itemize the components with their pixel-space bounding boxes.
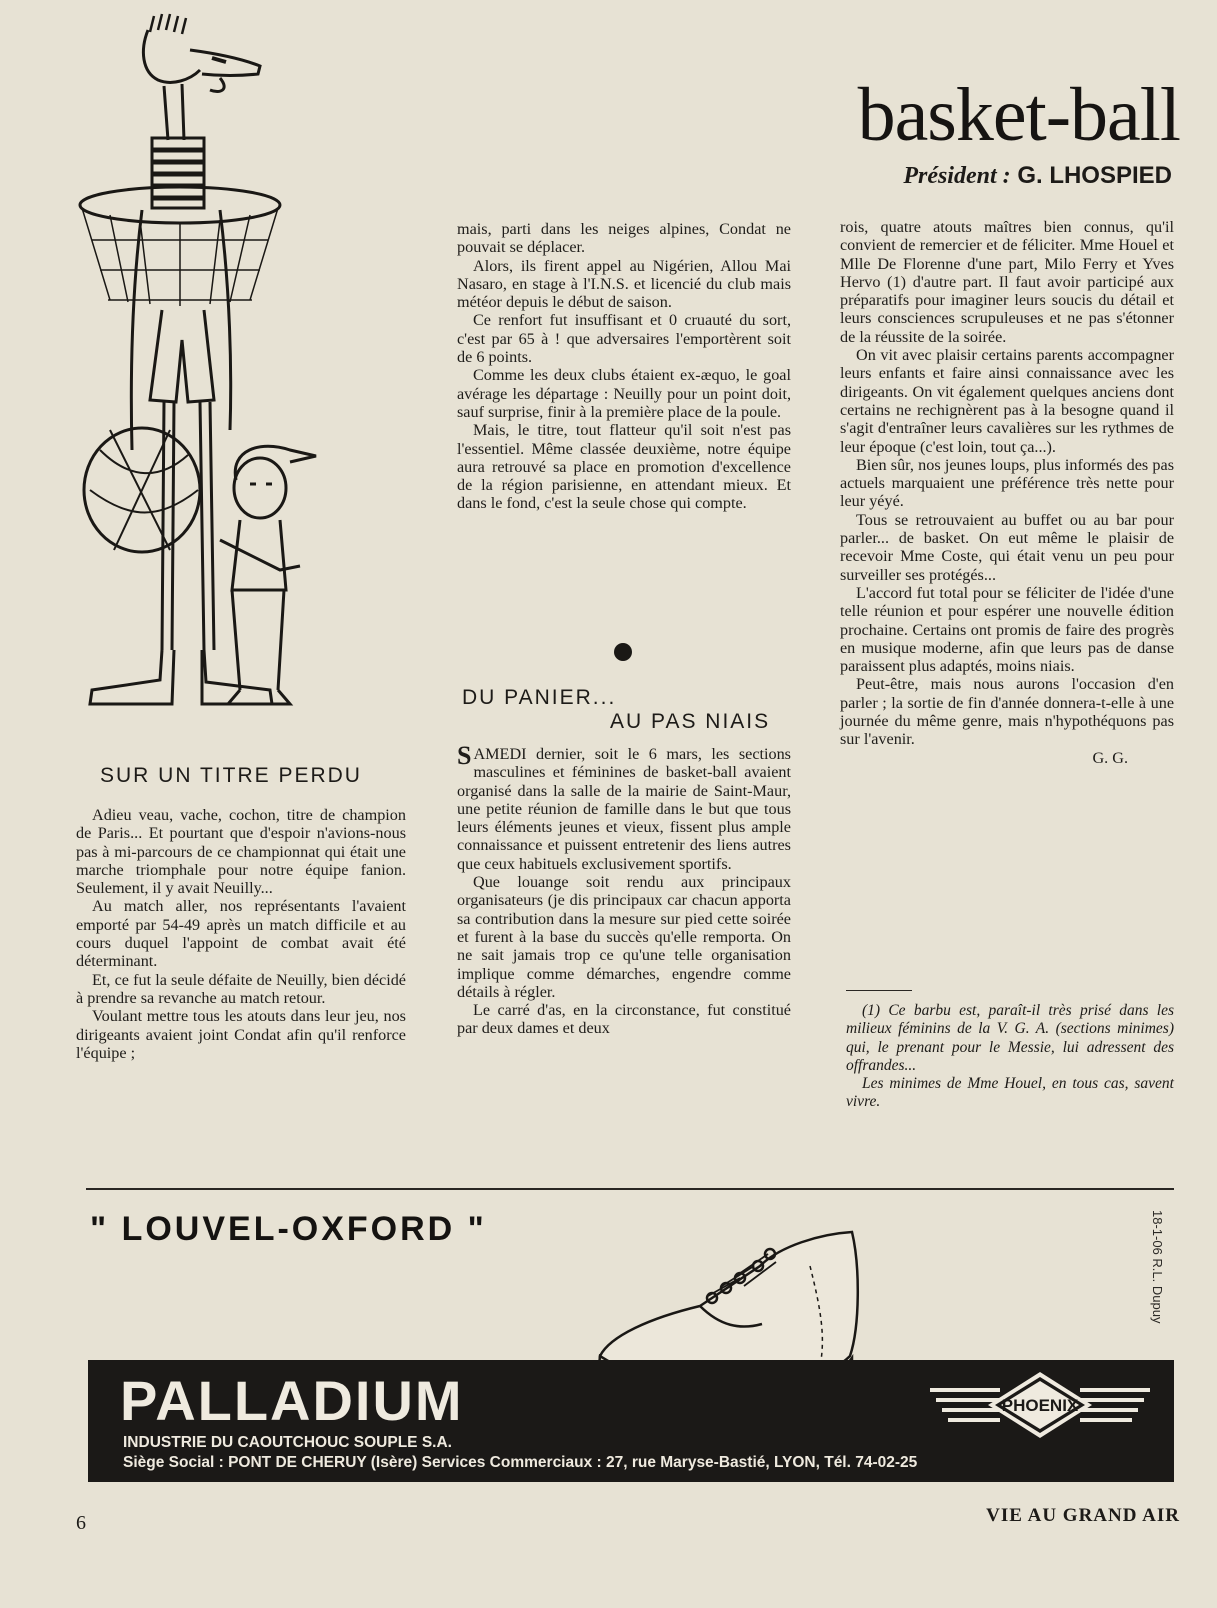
advert-line1: INDUSTRIE DU CAOUTCHOUC SOUPLE S.A.: [123, 1434, 452, 1451]
magazine-name: VIE AU GRAND AIR: [986, 1505, 1180, 1526]
paragraph: Au match aller, nos représentants l'avaient emporté par 54-49 après un match difficile et au cours duquel l'appoint de combat avait été déterminant.: [76, 897, 406, 971]
footnote-divider: [846, 990, 912, 991]
drop-cap: S: [457, 741, 472, 770]
paragraph: Que louange soit rendu aux principaux organisateurs (je dis principaux car chacun apporta sa contribution dans la mesure sur pied cette soirée et furent à la base du succès qu'elle remporta. On ne sait jamais trop ce qu'une telle organisation implique comme démarches, engendre comme détails à régler.: [457, 873, 791, 1001]
paragraph: Voulant mettre tous les atouts dans leur jeu, nos dirigeants avaient joint Condat afin qu'il renforce l'équipe ;: [76, 1007, 406, 1062]
paragraph: Comme les deux clubs étaient ex-æquo, le goal avérage les départage : Neuilly pour un point doit, sauf surprise, finir à la première place de la poule.: [457, 366, 791, 421]
section1-heading: SUR UN TITRE PERDU: [100, 764, 362, 787]
paragraph: L'accord fut total pour se féliciter de l'idée d'une telle réunion et pour espérer une nouvelle édition prochaine. Certains ont promis de faire des progrès en musique moderne, afin que leurs pas de danse paraissent plus adaptés, moins niais.: [840, 583, 1174, 676]
paragraph: Alors, ils firent appel au Nigérien, Allou Mai Nasaro, en stage à l'I.N.S. et licencié du club mais météor depuis le début de saison.: [457, 256, 791, 312]
paragraph: Mais, le titre, tout flatteur qu'il soit n'est pas l'essentiel. Même classée deuxième, notre équipe aura retrouvé sa place en promotion d'excellence de la région parisienne, en attendant mieux. Et dans le fond, c'est la seule chose qui compte.: [457, 421, 791, 513]
phoenix-logo: [930, 1370, 1150, 1440]
paragraph: Le carré d'as, en la circonstance, fut constitué par deux dames et deux: [457, 1001, 791, 1038]
basketball-player-illustration: [70, 10, 340, 730]
section1-continued-column: [457, 220, 791, 513]
page-number: 6: [76, 1512, 86, 1534]
section1-column: [76, 806, 406, 1062]
advert-vertical-code: 18-1-06 R.L. Dupuy: [1150, 1210, 1165, 1324]
paragraph: Peut-être, mais nous aurons l'occasion d'en parler ; la sortie de fin d'année donnera-t-elle à une journée du même genre, mais n'hypothéquons pas sur l'avenir.: [840, 675, 1174, 749]
president-label: Président :: [903, 163, 1011, 189]
advert-brand: " LOUVEL-OXFORD ": [90, 1210, 487, 1248]
president-line: [780, 162, 1172, 190]
paragraph: Et, ce fut la seule défaite de Neuilly, bien décidé à prendre sa revanche au match retour.: [76, 970, 406, 1007]
footnote-paragraph: (1) Ce barbu est, paraît-il très prisé dans les milieux féminins de la V. G. A. (sections minimes) qui, le prenant pour le Messie, lui adressent des offrandes...: [846, 1002, 1174, 1074]
section2-column: [457, 741, 791, 1038]
advert-line2: Siège Social : PONT DE CHERUY (Isère) Services Commerciaux : 27, rue Maryse-Bastié, LYON, Tél. 74-02-25: [123, 1454, 918, 1471]
paragraph: Adieu veau, vache, cochon, titre de champion de Paris... Et pourtant que d'espoir n'avions-nous pas à mi-parcours de ce championnat qui était une marche triomphale pour notre équipe fanion. Seulement, il y avait Neuilly...: [76, 806, 406, 898]
signature: G. G.: [1092, 748, 1128, 767]
paragraph: Bien sûr, nos jeunes loups, plus informés des pas actuels marquaient une préférence très nette pour leur yéyé.: [840, 455, 1174, 511]
section-separator-bullet: [614, 643, 632, 661]
paragraph: AMEDI dernier, soit le 6 mars, les sections masculines et féminines de basket-ball avaient organisé dans la salle de la mairie de Saint-Maur, une petite réunion de famille dans le but que tous leurs éléments jeunes et vieux, fissent plus ample connaissance et puissent entretenir des liens autres que ceux habituels exclusivement sportifs.: [457, 745, 791, 873]
paragraph: Ce renfort fut insuffisant et 0 cruauté du sort, c'est par 65 à ! que adversaires l'emportèrent soit de 6 points.: [457, 311, 791, 367]
section2-heading-line2: AU PAS NIAIS: [610, 710, 771, 733]
page-title: basket-ball: [857, 73, 1180, 157]
footnote-paragraph: Les minimes de Mme Houel, en tous cas, savent vivre.: [846, 1075, 1174, 1111]
section2-continued-column: [840, 218, 1174, 767]
footnote: [846, 1002, 1174, 1112]
section2-heading-line1: DU PANIER...: [462, 686, 617, 709]
paragraph: rois, quatre atouts maîtres bien connus, qu'il convient de remercier et de féliciter. Mme Houel et Mlle De Florenne d'une part, Milo Ferry et Yves Hervo (1) d'autre part. Il faut avoir participé aux préparatifs pour imaginer leurs soucis du détail et leurs consciences scrupuleuses et ne pas s'étonner de la réussite de la soirée.: [840, 218, 1174, 346]
phoenix-logo-text: PHOENIX: [1001, 1396, 1079, 1415]
paragraph: On vit avec plaisir certains parents accompagner leurs enfants et faire ainsi connaissance avec les dirigeants. On vit également quelques anciens dont certains ne rechignèrent pas à la besogne quand il s'agit d'entraîner leurs cavalières sur les rythmes de leur époque (c'est loin, tout ça...).: [840, 346, 1174, 456]
paragraph: mais, parti dans les neiges alpines, Condat ne pouvait se déplacer.: [457, 220, 791, 257]
advert-top-rule: [86, 1188, 1174, 1190]
advert-company: PALLADIUM: [120, 1369, 464, 1432]
paragraph: Tous se retrouvaient au buffet ou au bar pour parler... de basket. On eut même le plaisir de recevoir Mme Coste, qui était venu un peu pour surveiller ses protégés...: [840, 510, 1174, 584]
president-name: G. LHOSPIED: [1017, 162, 1172, 189]
